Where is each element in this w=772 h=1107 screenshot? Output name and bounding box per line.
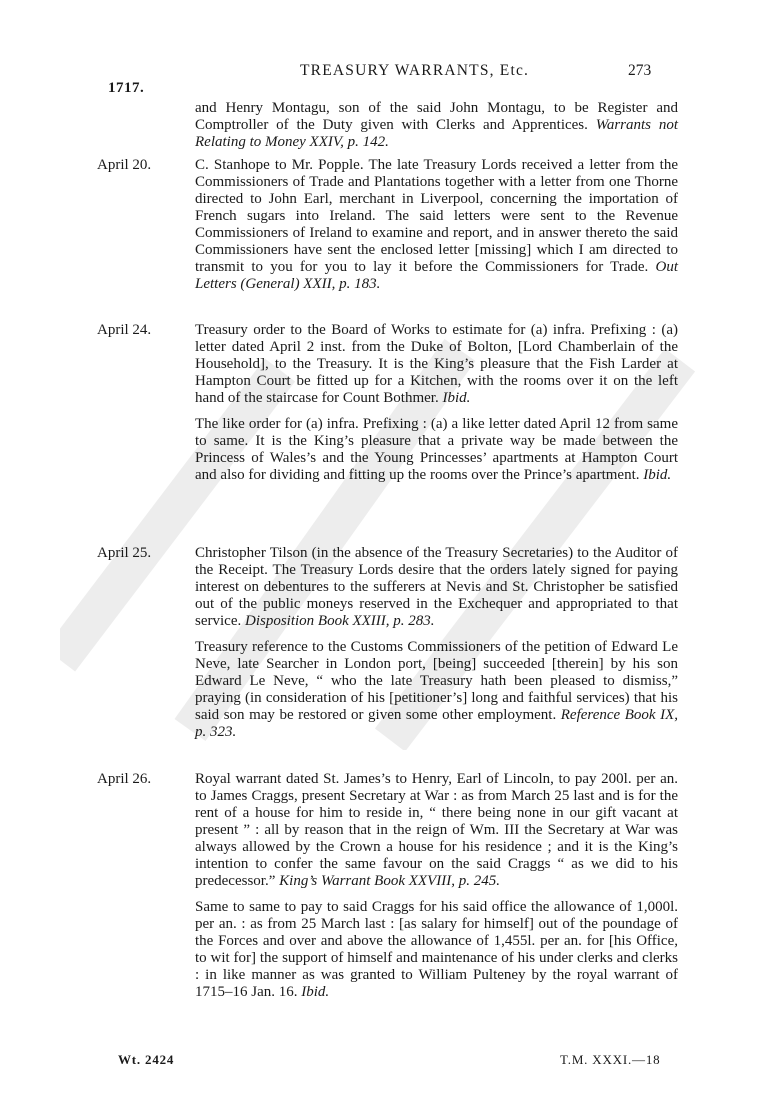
entry-date: April 24. xyxy=(97,322,152,338)
footer-signature: Wt. 2424 xyxy=(118,1052,175,1067)
header-title: TREASURY WARRANTS, Etc. xyxy=(300,62,530,79)
paragraph xyxy=(195,100,678,151)
source-reference: King’s Warrant Book XXVIII, p. 245. xyxy=(279,873,500,889)
paragraph-text: Royal warrant dated St. James’s to Henry, Earl of Lincoln, to pay 200l. per an. to James Craggs, present Secretary at War : as from March 25 last and is for the rent of a house for him to reside in, “ there being none in our gift vacant at present ” : all by reason that in the reign of Wm. III the Secretary at War was always allowed by the Crown a house for his residence ; and it is the King’s intention to confer the same favour on the said Craggs “ as we did to his predecessor.” xyxy=(195,771,678,889)
paragraph-text: Same to same to pay to said Craggs for his said office the allowance of 1,000l. per an. : as from 25 March last : [as salary for himself] out of the poundage of the Forces and over and above the allowance of 1,455l. per an. for [his Office, to wit for] the support of himself and maintenance of his under clerks and clerks : in like manner as was granted to William Pulteney by the royal warrant of 1715–16 Jan. 16. xyxy=(195,899,678,1000)
source-reference: Disposition Book XXIII, p. 283. xyxy=(244,613,435,629)
source-reference: Warrants not Relating to Money XXIV, p. 142. xyxy=(195,117,679,150)
paragraph xyxy=(195,416,678,484)
source-reference: Out Letters (General) XXII, p. 183. xyxy=(195,259,679,292)
header-year: 1717. xyxy=(108,80,145,96)
entry-body xyxy=(195,100,678,151)
paragraph-text: Treasury order to the Board of Works to estimate for (a) infra. Prefixing : (a) letter dated April 2 inst. from the Duke of Bolton, [Lord Chamberlain of the Household], to the Treasury. It is the King’s pleasure that the Fish Larder at Hampton Court be fitted up for a Kitchen, with the rooms over it on the left hand of the staircase for Count Bothmer. xyxy=(195,322,678,406)
paragraph xyxy=(195,771,678,890)
entry-body xyxy=(195,771,678,1001)
paragraph-text: Treasury reference to the Customs Commissioners of the petition of Edward Le Neve, late Searcher in London port, [being] succeeded [therein] by his son Edward Le Neve, “ who the late Treasury hath been pleased to dismiss,” praying (in consideration of his [petitioner’s] long and faithful services) that his said son may be restored or given some other employment. xyxy=(195,639,678,723)
paragraph-text: Christopher Tilson (in the absence of the Treasury Secretaries) to the Auditor of the Receipt. The Treasury Lords desire that the orders lately signed for paying interest on debentures to the sufferers at Nevis and St. Christopher be satisfied out of the public moneys reserved in the Exchequer and appropriated to that service. xyxy=(195,545,678,629)
paragraph xyxy=(195,545,678,630)
footer-volume-mark: T.M. XXXI.—18 xyxy=(560,1052,661,1067)
entry-body xyxy=(195,157,678,293)
entry-date: April 25. xyxy=(97,545,152,561)
entry-date: April 26. xyxy=(97,771,152,787)
paragraph-text: and Henry Montagu, son of the said John Montagu, to be Register and Comptroller of the Duty given with Clerks and Apprentices. xyxy=(195,100,678,133)
source-reference: Reference Book IX, p. 323. xyxy=(195,707,678,740)
paragraph xyxy=(195,322,678,407)
paragraph xyxy=(195,899,678,1001)
paragraph-text: The like order for (a) infra. Prefixing : (a) a like letter dated April 12 from same to same. It is the King’s pleasure that a private way be made between the Princess of Wales’s and the Young Princesses’ apartments at Hampton Court and also for dividing and fitting up the rooms over the Prince’s apartment. xyxy=(195,416,678,483)
source-reference: Ibid. xyxy=(301,984,330,1000)
entry-body xyxy=(195,545,678,741)
paragraph xyxy=(195,157,678,293)
entry-body xyxy=(195,322,678,484)
page-number: 273 xyxy=(628,62,652,79)
source-reference: Ibid. xyxy=(442,390,471,406)
entry-date: April 20. xyxy=(97,157,152,173)
source-reference: Ibid. xyxy=(643,467,672,483)
paragraph-text: C. Stanhope to Mr. Popple. The late Treasury Lords received a letter from the Commissioners of Trade and Plantations together with a letter from one Thorne directed to John Earl, merchant in Liverpool, concerning the importation of French sugars into Ireland. The said letters were sent to the Revenue Commissioners of Ireland to examine and report, and in answer thereto the said Commissioners have sent the enclosed letter [missing] which I am directed to transmit to you for you to lay it before the Commissioners for Trade. xyxy=(195,157,678,275)
paragraph xyxy=(195,639,678,741)
